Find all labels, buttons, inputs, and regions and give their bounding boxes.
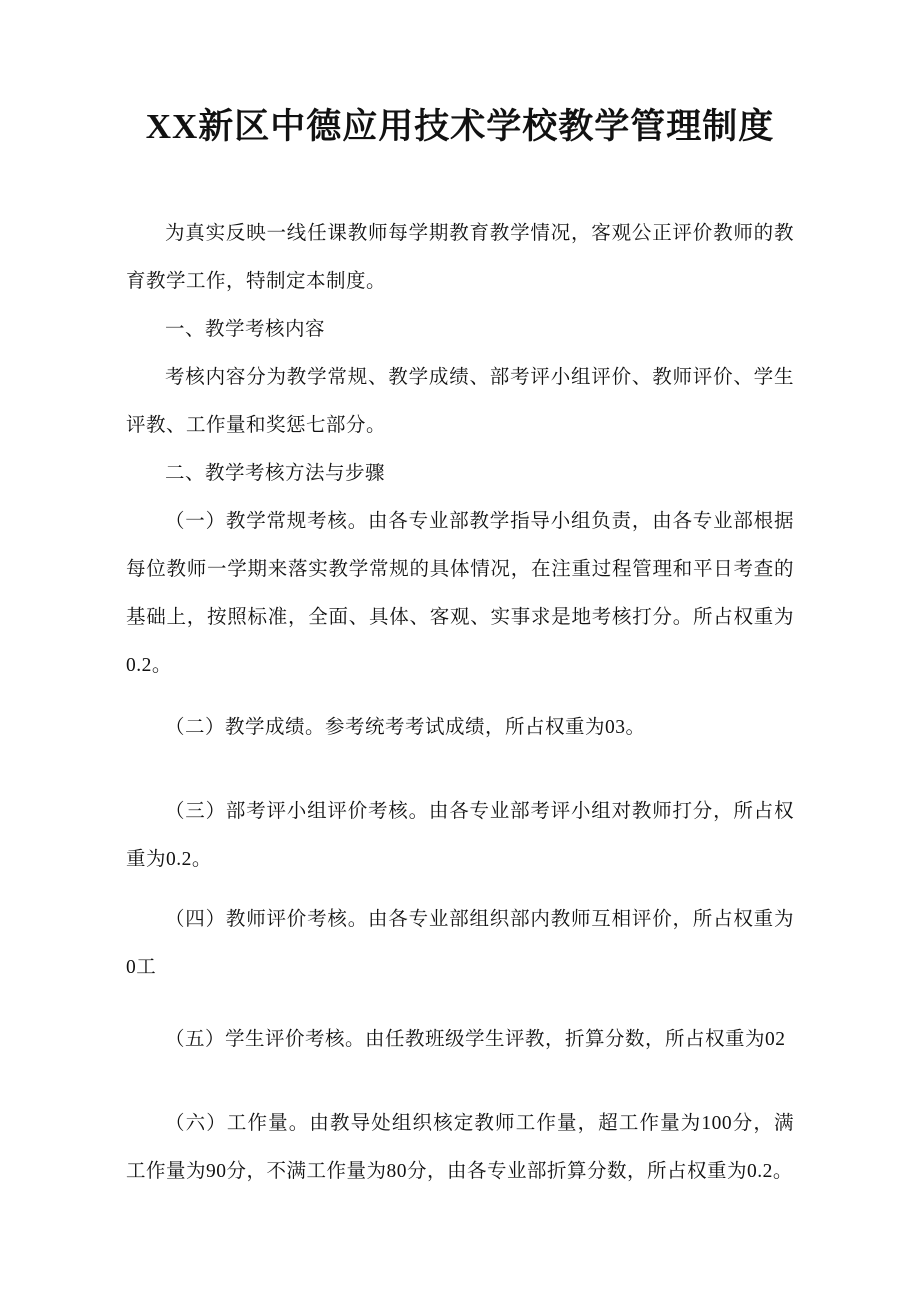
paragraph-intro: 为真实反映一线任课教师每学期教育教学情况，客观公正评价教师的教育教学工作，特制定本制度。 bbox=[126, 223, 794, 292]
section-heading-1: 一、教学考核内容 bbox=[165, 319, 326, 340]
paragraph-item-3: （三）部考评小组评价考核。由各专业部考评小组对教师打分，所占权重为0.2。 bbox=[126, 801, 794, 870]
paragraph-item-4: （四）教师评价考核。由各专业部组织部内教师互相评价，所占权重为0工 bbox=[126, 909, 794, 978]
paragraph-item-5: （五）学生评价考核。由任教班级学生评教，折算分数，所占权重为02 bbox=[165, 1029, 786, 1050]
document-title: XX新区中德应用技术学校教学管理制度 bbox=[145, 107, 775, 146]
paragraph-assessment-content: 考核内容分为教学常规、教学成绩、部考评小组评价、教师评价、学生评教、工作量和奖惩七部分。 bbox=[126, 367, 794, 436]
paragraph-item-6: （六）工作量。由教导处组织核定教师工作量，超工作量为100分，满工作量为90分，不满工作量为80分，由各专业部折算分数，所占权重为0.2。 bbox=[126, 1113, 794, 1182]
paragraph-item-1: （一）教学常规考核。由各专业部教学指导小组负责，由各专业部根据每位教师一学期来落实教学常规的具体情况，在注重过程管理和平日考查的基础上，按照标准，全面、具体、客观、实事求是地考核打分。所占权重为0.2。 bbox=[126, 511, 794, 676]
section-heading-2: 二、教学考核方法与步骤 bbox=[165, 463, 386, 484]
paragraph-item-2: （二）教学成绩。参考统考考试成绩，所占权重为03。 bbox=[165, 717, 646, 738]
